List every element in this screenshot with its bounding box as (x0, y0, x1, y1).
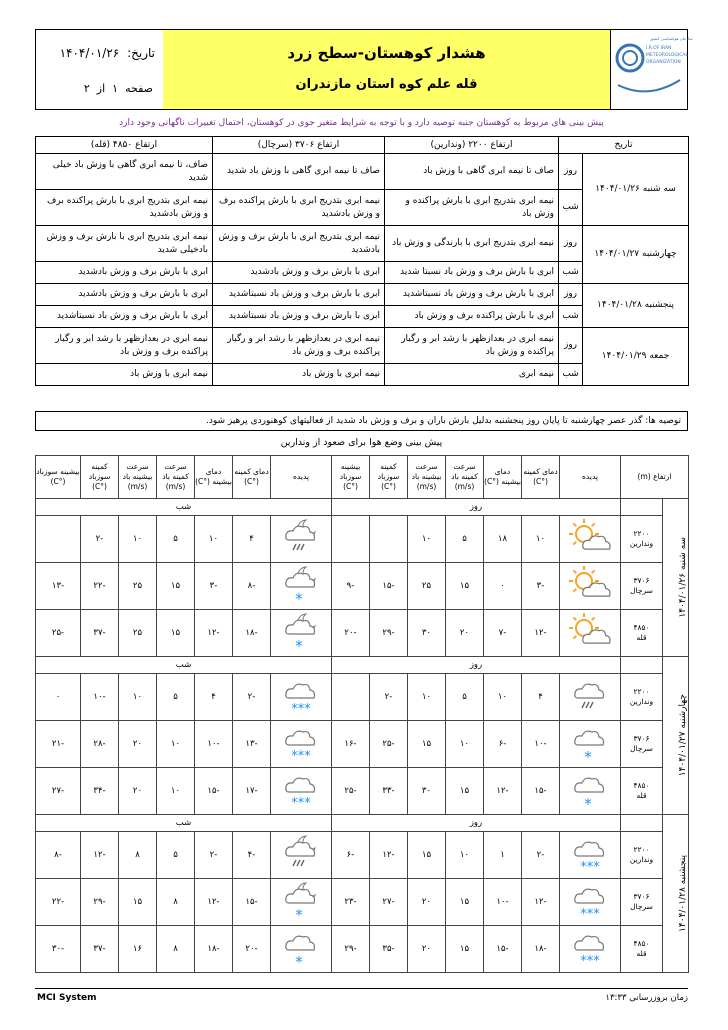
value-cell: ۵ (446, 674, 484, 721)
value-cell: -۳۴ (81, 768, 119, 815)
altitude-value: ۴۸۵۰ (633, 623, 650, 632)
moon-cloud-snow-icon (279, 881, 323, 923)
station-name: سرچال (630, 586, 653, 595)
period-day: روز (332, 815, 621, 832)
forecast-cell: نیمه ابری (385, 364, 559, 386)
forecast-cell: نیمه ابری با وزش باد (213, 364, 385, 386)
climb-date (663, 815, 689, 973)
value-cell: -۲۷ (370, 879, 408, 926)
footer-divider (35, 988, 688, 989)
page-subtitle: قله علم کوه استان مازندران (295, 77, 478, 92)
value-cell: -۱۰ (81, 674, 119, 721)
forecast-date: چهارشنبه ۱۴۰۴/۰۱/۲۷ (583, 226, 689, 284)
value-cell: -۲۲ (81, 563, 119, 610)
phenomenon-cell (560, 832, 621, 879)
value-cell (36, 516, 81, 563)
climb-row (36, 879, 689, 926)
value-cell: ۱۰ (119, 516, 157, 563)
forecast-cell: ابری با بارش برف و وزش باد نسبتا شدید (385, 262, 559, 284)
value-cell: -۱۵ (233, 879, 271, 926)
col-header-min_temp: دمای کمینه (°C) (522, 456, 560, 499)
climb-date (663, 499, 689, 657)
forecast-cell: نیمه ابری در بعدازظهر با رشد ابر و رگبار پراکنده برف و وزش باد (36, 328, 213, 364)
forecast-cell: نیمه ابری بتدریج ابری با بارش پراکنده برف و وزش بادشدید (36, 190, 213, 226)
sun-cloud-icon (568, 612, 612, 654)
station-name: سرچال (630, 744, 653, 753)
altitude-value: ۴۸۵۰ (633, 939, 650, 948)
svg-text:سازمان هواشناسی کشور: سازمان هواشناسی کشور (650, 36, 693, 41)
forecast-row-day (36, 154, 689, 190)
value-cell: -۲۷ (36, 768, 81, 815)
value-cell: ۴ (233, 516, 271, 563)
value-cell: -۸ (233, 563, 271, 610)
value-cell: -۲ (81, 516, 119, 563)
forecast-cell: نیمه ابری بتدریج ابری با بارش برف و وزش بادخیلی شدید (36, 226, 213, 262)
value-cell: -۳۵ (370, 926, 408, 973)
value-cell: ۰ (36, 674, 81, 721)
footer-updated: زمان بروزرسانی ۱۳:۳۳ (605, 993, 688, 1003)
value-cell: -۶ (484, 721, 522, 768)
value-cell (332, 674, 370, 721)
value-cell: -۹ (332, 563, 370, 610)
phenomenon-cell (560, 879, 621, 926)
altitude-cell (621, 563, 663, 610)
forecast-period-night: شب (559, 262, 583, 284)
value-cell: ۵ (446, 516, 484, 563)
value-cell: ۱۵ (157, 610, 195, 657)
phenomenon-cell (560, 721, 621, 768)
forecast-cell: ابری با بارش برف و وزش باد نسبتاشدید (36, 306, 213, 328)
col-header-min_windchill: کمینه سوزباد (°C) (370, 456, 408, 499)
forecast-date: جمعه ۱۴۰۴/۰۱/۲۹ (583, 328, 689, 386)
value-cell: -۱۲ (522, 879, 560, 926)
value-cell: -۱۵ (484, 926, 522, 973)
phenomenon-cell (271, 879, 332, 926)
forecast-cell: ابری با بارش برف و وزش باد نسبتاشدید (213, 284, 385, 306)
altitude-value: ۳۷۰۶ (633, 892, 650, 901)
value-cell: -۱۳ (233, 721, 271, 768)
value-cell: -۲۱ (36, 721, 81, 768)
svg-text:***: *** (291, 702, 311, 717)
page-title: هشدار کوهستان-سطح زرد (287, 44, 486, 62)
footer-system: MCI System (37, 993, 97, 1003)
value-cell: -۱۳ (36, 563, 81, 610)
value-cell: ۲۰ (119, 721, 157, 768)
value-cell: ۱۰ (157, 721, 195, 768)
value-cell: -۲ (370, 674, 408, 721)
value-cell: ۱۰ (408, 674, 446, 721)
phenomenon-cell (560, 926, 621, 973)
value-cell: ۱۰ (195, 516, 233, 563)
climb-weather-table (35, 455, 689, 973)
svg-text:ORGANIZATION: ORGANIZATION (646, 60, 681, 65)
phenomenon-cell (271, 721, 332, 768)
svg-text:*: * (295, 637, 303, 655)
value-cell: ۲۵ (119, 610, 157, 657)
svg-text:*: * (295, 953, 303, 971)
phenomenon-cell (271, 516, 332, 563)
period-night: شب (36, 499, 332, 516)
value-cell: -۱۸ (522, 926, 560, 973)
value-cell: ۱۵ (446, 563, 484, 610)
forecast-cell: ابری با بارش برف و وزش بادشدید (36, 284, 213, 306)
forecast-date: سه شنبه ۱۴۰۴/۰۱/۲۶ (583, 154, 689, 226)
col-header-max_wind: سرعت بیشینه باد (m/s) (119, 456, 157, 499)
altitude-value: ۲۲۰۰ (633, 845, 650, 854)
col-header-min_wind: سرعت کمینه باد (m/s) (446, 456, 484, 499)
moon-cloud-snow-icon (279, 612, 323, 654)
header-alt-3706: ارتفاع ۳۷۰۶ (سرچال) (213, 137, 385, 154)
phenomenon-cell (271, 926, 332, 973)
cloud-heavy-snow-icon (279, 770, 323, 812)
climb-header-row (36, 456, 689, 499)
value-cell: -۱۵ (195, 768, 233, 815)
climb-row (36, 563, 689, 610)
phenomenon-cell (271, 832, 332, 879)
altitude-value: ۲۲۰۰ (633, 529, 650, 538)
value-cell: ۱ (484, 832, 522, 879)
station-name: سرچال (630, 902, 653, 911)
forecast-cell: صاف تا نیمه ابری گاهی با وزش باد (385, 154, 559, 190)
climb-row (36, 768, 689, 815)
altitude-cell (621, 674, 663, 721)
climb-row (36, 832, 689, 879)
col-header-max_windchill: بیشینه سوزباد (°C) (332, 456, 370, 499)
cloud-heavy-snow-icon (568, 928, 612, 970)
value-cell: ۵ (157, 516, 195, 563)
climb-row (36, 926, 689, 973)
value-cell: -۲۹ (81, 879, 119, 926)
period-spacer (621, 657, 663, 674)
period-spacer (621, 499, 663, 516)
cloud-heavy-snow-icon (568, 881, 612, 923)
value-cell: -۱۰ (484, 879, 522, 926)
phenomenon-cell (560, 516, 621, 563)
value-cell: -۷ (484, 610, 522, 657)
climb-date (663, 657, 689, 815)
svg-text:***: *** (580, 907, 600, 922)
value-cell: -۱۵ (522, 768, 560, 815)
svg-text:*: * (295, 906, 303, 924)
climb-row (36, 674, 689, 721)
date-value: ۱۴۰۴/۰۱/۲۶ (59, 46, 120, 60)
value-cell: -۳ (522, 563, 560, 610)
forecast-cell: ابری با بارش برف و وزش باد نسبتاشدید (213, 306, 385, 328)
value-cell: -۱۲ (195, 610, 233, 657)
advisory-note: پیش بینی های مربوط به کوهستان جنبه توصیه دارد و با توجه به شرایط متغیر جوی در کوهستان، احتمال تغییرات ناگهانی وجود دارد (119, 118, 604, 128)
col-header-min_temp: دمای کمینه (°C) (233, 456, 271, 499)
value-cell: ۲۰ (408, 879, 446, 926)
value-cell: ۴ (195, 674, 233, 721)
altitude-cell (621, 610, 663, 657)
value-cell: ۱۰ (484, 674, 522, 721)
value-cell: -۲۳ (332, 879, 370, 926)
value-cell: -۲۲ (36, 879, 81, 926)
value-cell: -۱۲ (81, 832, 119, 879)
header-date: تاریخ (559, 137, 689, 154)
value-cell: ۱۰ (157, 768, 195, 815)
climb-row (36, 721, 689, 768)
value-cell: -۱۸ (195, 926, 233, 973)
value-cell: ۱۰ (408, 516, 446, 563)
forecast-cell: ابری با بارش برف و وزش بادشدید (213, 262, 385, 284)
value-cell: -۲۵ (36, 610, 81, 657)
value-cell: ۴ (522, 674, 560, 721)
value-cell: -۳۷ (81, 610, 119, 657)
period-spacer (621, 815, 663, 832)
phenomenon-cell (560, 563, 621, 610)
value-cell: -۲۸ (81, 721, 119, 768)
value-cell: ۱۵ (408, 832, 446, 879)
cloud-rain-icon (568, 676, 612, 718)
station-name: وندارین (629, 697, 654, 706)
value-cell: -۲۰ (332, 610, 370, 657)
moon-cloud-rain-icon (279, 834, 323, 876)
forecast-period-night: شب (559, 364, 583, 386)
header-title-cell (163, 30, 611, 109)
logo (610, 30, 693, 109)
forecast-period-day: روز (559, 226, 583, 262)
value-cell (370, 516, 408, 563)
svg-text:***: *** (580, 860, 600, 875)
value-cell: -۱۰ (195, 721, 233, 768)
phenomenon-cell (560, 674, 621, 721)
forecast-cell: صاف، تا نیمه ابری گاهی با وزش باد خیلی شدید (36, 154, 213, 190)
value-cell: ۱۵ (119, 879, 157, 926)
cloud-heavy-snow-icon (279, 676, 323, 718)
altitude-value: ۲۲۰۰ (633, 687, 650, 696)
value-cell: -۱۲ (484, 768, 522, 815)
value-cell: ۱۸ (484, 516, 522, 563)
altitude-cell (621, 768, 663, 815)
forecast-row-day (36, 226, 689, 262)
value-cell: -۱۲ (195, 879, 233, 926)
col-header-phenomenon: پدیده (271, 456, 332, 499)
climb-row (36, 516, 689, 563)
value-cell: -۴ (233, 832, 271, 879)
forecast-row-day (36, 328, 689, 364)
station-name: قله (636, 949, 647, 958)
station-name: وندارین (629, 855, 654, 864)
value-cell: ۲۰ (119, 768, 157, 815)
value-cell: -۱۲ (370, 832, 408, 879)
phenomenon-cell (271, 610, 332, 657)
cloud-heavy-snow-icon (568, 834, 612, 876)
col-header-min_wind: سرعت کمینه باد (m/s) (157, 456, 195, 499)
sun-cloud-icon (568, 565, 612, 607)
value-cell: -۲۵ (370, 721, 408, 768)
value-cell: -۱۲ (522, 610, 560, 657)
col-header-min_windchill: کمینه سوزباد (°C) (81, 456, 119, 499)
value-cell: -۲ (195, 832, 233, 879)
value-cell: ۲۰ (446, 610, 484, 657)
altitude-cell (621, 516, 663, 563)
phenomenon-cell (271, 674, 332, 721)
sun-cloud-icon (568, 518, 612, 560)
forecast-cell: صاف تا نیمه ابری گاهی با وزش باد شدید (213, 154, 385, 190)
col-header-phenomenon: پدیده (560, 456, 621, 499)
forecast-period-night: شب (559, 306, 583, 328)
altitude-cell (621, 721, 663, 768)
value-cell (332, 516, 370, 563)
svg-text:*: * (295, 590, 303, 608)
col-header-altitude: ارتفاع (m) (621, 456, 689, 499)
value-cell: -۲۹ (370, 610, 408, 657)
svg-text:METEOROLOGICAL: METEOROLOGICAL (646, 53, 688, 58)
climb-period-row (36, 499, 689, 516)
station-name: وندارین (629, 539, 654, 548)
altitude-cell (621, 879, 663, 926)
header-alt-2200: ارتفاع ۲۲۰۰ (وندارین) (385, 137, 559, 154)
forecast-header-row (36, 137, 689, 154)
period-day: روز (332, 657, 621, 674)
value-cell: -۱۵ (370, 563, 408, 610)
cloud-snow-icon (568, 770, 612, 812)
value-cell: ۳۰ (408, 610, 446, 657)
forecast-cell: نیمه ابری بتدریج ابری با بارش برف و وزش بادشدید (213, 226, 385, 262)
value-cell: ۱۰ (446, 721, 484, 768)
climb-title: پیش بینی وضع هوا برای صعود از وندارین (280, 437, 443, 448)
forecast-period-day: روز (559, 328, 583, 364)
forecast-cell: نیمه ابری در بعدازظهر با رشد ابر و رگبار پراکنده برف و وزش باد (213, 328, 385, 364)
altitude-cell (621, 926, 663, 973)
advice-text: توصیه ها: گذر عصر چهارشنبه تا پایان روز پنجشنبه بدلیل بارش باران و برف و وزش باد شدید از فعالیتهای کوهنوردی پرهیز شود. (35, 411, 688, 431)
col-header-max_temp: دمای بیشینه (°C) (195, 456, 233, 499)
forecast-table (35, 136, 689, 386)
page-number: صفحه ۱ از ۲ (83, 82, 153, 95)
value-cell: ۳۰ (408, 768, 446, 815)
altitude-value: ۴۸۵۰ (633, 781, 650, 790)
forecast-row-day (36, 284, 689, 306)
value-cell: -۱۷ (233, 768, 271, 815)
header-date-cell (36, 30, 164, 109)
date-label: تاریخ: (127, 46, 155, 60)
svg-text:***: *** (291, 796, 311, 811)
value-cell: ۸ (119, 832, 157, 879)
forecast-period-day: روز (559, 154, 583, 190)
period-day: روز (332, 499, 621, 516)
value-cell: -۲۵ (332, 768, 370, 815)
climb-period-row (36, 657, 689, 674)
value-cell: -۲ (522, 832, 560, 879)
phenomenon-cell (560, 610, 621, 657)
period-night: شب (36, 657, 332, 674)
value-cell: ۱۶ (119, 926, 157, 973)
value-cell: ۲۰ (408, 926, 446, 973)
moon-cloud-snow-icon (279, 565, 323, 607)
svg-text:*: * (584, 748, 592, 766)
forecast-cell: نیمه ابری در بعدازظهر با رشد ابر و رگبار پراکنده و وزش باد (385, 328, 559, 364)
value-cell: -۲۹ (332, 926, 370, 973)
station-name: قله (636, 791, 647, 800)
value-cell: -۳۰ (36, 926, 81, 973)
value-cell: ۰ (484, 563, 522, 610)
forecast-cell: ابری با بارش برف و وزش باد نسبتاشدید (385, 284, 559, 306)
value-cell: ۱۰ (522, 516, 560, 563)
station-name: قله (636, 633, 647, 642)
value-cell: -۲۰ (233, 926, 271, 973)
value-cell: ۲۵ (408, 563, 446, 610)
col-header-max_temp: دمای بیشینه (°C) (484, 456, 522, 499)
svg-text:***: *** (580, 954, 600, 969)
value-cell: ۱۵ (446, 768, 484, 815)
value-cell: ۸ (157, 879, 195, 926)
value-cell: ۱۵ (408, 721, 446, 768)
forecast-date: پنجشنبه ۱۴۰۴/۰۱/۲۸ (583, 284, 689, 328)
phenomenon-cell (271, 563, 332, 610)
svg-text:I.R.OF IRAN: I.R.OF IRAN (646, 46, 672, 51)
climb-date-label: چهارشنبه ۱۴۰۴/۰۱/۲۷ (678, 694, 689, 777)
altitude-cell (621, 832, 663, 879)
value-cell: -۱۸ (233, 610, 271, 657)
value-cell: -۳۷ (81, 926, 119, 973)
climb-row (36, 610, 689, 657)
value-cell: ۵ (157, 832, 195, 879)
value-cell: -۲ (233, 674, 271, 721)
header-box (35, 29, 693, 110)
value-cell: -۶ (332, 832, 370, 879)
value-cell: ۱۵ (157, 563, 195, 610)
value-cell: ۵ (157, 674, 195, 721)
forecast-cell: نیمه ابری بتدریج ابری با بارش پراکنده و وزش باد (385, 190, 559, 226)
cloud-snow-icon (279, 928, 323, 970)
climb-date-label: سه شنبه ۱۴۰۴/۰۱/۲۶ (678, 537, 689, 618)
altitude-value: ۳۷۰۶ (633, 734, 650, 743)
meteorological-organization-logo (610, 30, 693, 109)
value-cell: -۸ (36, 832, 81, 879)
climb-period-row (36, 815, 689, 832)
forecast-cell: نیمه ابری با وزش باد (36, 364, 213, 386)
moon-cloud-rain-icon (279, 518, 323, 560)
value-cell: -۳ (195, 563, 233, 610)
forecast-cell: ابری با بارش پراکنده برف و وزش باد (385, 306, 559, 328)
forecast-cell: ابری با بارش برف و وزش بادشدید (36, 262, 213, 284)
value-cell: ۱۰ (446, 832, 484, 879)
value-cell: ۲۵ (119, 563, 157, 610)
value-cell: ۱۵ (446, 926, 484, 973)
value-cell: ۱۵ (446, 879, 484, 926)
climb-date-label: پنجشنبه ۱۴۰۴/۰۱/۲۸ (678, 855, 689, 932)
col-header-max_wind: سرعت بیشینه باد (m/s) (408, 456, 446, 499)
value-cell: -۳۳ (370, 768, 408, 815)
phenomenon-cell (271, 768, 332, 815)
cloud-heavy-snow-icon (279, 723, 323, 765)
forecast-period-night: شب (559, 190, 583, 226)
value-cell: ۱۰ (119, 674, 157, 721)
col-header-max_windchill: بیشینه سوزباد (°C) (36, 456, 81, 499)
forecast-period-day: روز (559, 284, 583, 306)
svg-text:***: *** (291, 749, 311, 764)
value-cell: -۱۰ (522, 721, 560, 768)
svg-text:*: * (584, 795, 592, 813)
phenomenon-cell (560, 768, 621, 815)
forecast-cell: نیمه ابری بتدریج ابری با بارش پراکنده برف و وزش بادشدید (213, 190, 385, 226)
forecast-cell: نیمه ابری بتدریج ابری با بارندگی و وزش باد (385, 226, 559, 262)
cloud-snow-icon (568, 723, 612, 765)
altitude-value: ۳۷۰۶ (633, 576, 650, 585)
period-night: شب (36, 815, 332, 832)
header-alt-4850: ارتفاع ۴۸۵۰ (قله) (36, 137, 213, 154)
value-cell: -۱۶ (332, 721, 370, 768)
value-cell: ۸ (157, 926, 195, 973)
